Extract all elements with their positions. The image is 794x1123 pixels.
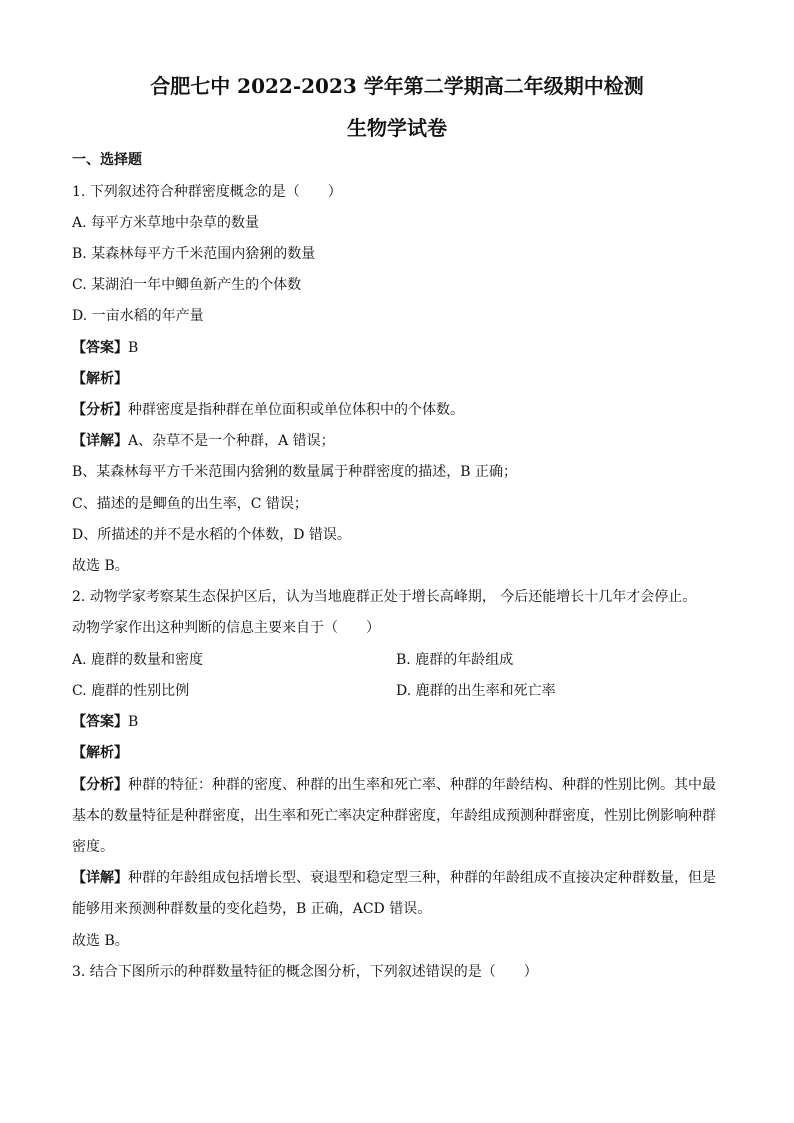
- q1-analysis-tag: 【解析】: [72, 371, 128, 387]
- xiangjie-text: 种群的年龄组成包括增长型、衰退型和稳定型三种，种群的年龄组成不直接决定种群数量，但是: [128, 870, 716, 886]
- answer-value: B: [128, 714, 139, 730]
- fenxi-tag: 【分析】: [72, 402, 128, 418]
- q1-xiangjie: [72, 431, 335, 451]
- q1-option-b: B. 某森林每平方千米范围内猞猁的数量: [72, 246, 316, 262]
- q2-analysis-tag: 【解析】: [72, 745, 128, 761]
- q1-xiangjie-c: C、描述的是鲫鱼的出生率，C 错误；: [72, 496, 308, 512]
- q2-stem-line2: 动物学家作出这种判断的信息主要来自于（ ）: [72, 620, 380, 636]
- q1-conclusion: 故选 B。: [72, 558, 129, 574]
- q2-stem-line1: 2. 动物学家考察某生态保护区后，认为当地鹿群正处于增长高峰期， 今后还能增长十几年才会停止。: [72, 589, 697, 605]
- q2-option-d: D. 鹿群的出生率和死亡率: [396, 683, 556, 699]
- q1-option-d: D. 一亩水稻的年产量: [72, 308, 204, 324]
- q1-stem: 1. 下列叙述符合种群密度概念的是（ ）: [72, 184, 342, 200]
- q2-fenxi-line2: 基本的数量特征是种群密度，出生率和死亡率决定种群密度，年龄组成预测种群密度，性别比例影响种群: [72, 808, 716, 824]
- xiangjie-text: A、杂草不是一个种群，A 错误；: [128, 433, 335, 449]
- page-title: 合肥七中 2022-2023 学年第二学期高二年级期中检测: [150, 74, 644, 98]
- q2-conclusion: 故选 B。: [72, 933, 129, 949]
- section-heading: 一、选择题: [72, 152, 142, 168]
- fenxi-text: 种群的特征：种群的密度、种群的出生率和死亡率、种群的年龄结构、种群的性别比例。其中最: [128, 777, 716, 793]
- page-subtitle: 生物学试卷: [347, 116, 447, 140]
- q1-option-a: A. 每平方米草地中杂草的数量: [72, 215, 260, 231]
- q2-answer: [72, 712, 138, 732]
- fenxi-text: 种群密度是指种群在单位面积或单位体积中的个体数。: [128, 402, 464, 418]
- q1-answer: [72, 338, 138, 358]
- q2-fenxi-line1: [72, 775, 716, 795]
- fenxi-tag: 【分析】: [72, 777, 128, 793]
- q2-option-a: A. 鹿群的数量和密度: [72, 652, 204, 668]
- q1-xiangjie-d: D、所描述的并不是水稻的个体数，D 错误。: [72, 527, 351, 543]
- xiangjie-tag: 【详解】: [72, 870, 128, 886]
- q2-option-b: B. 鹿群的年龄组成: [396, 652, 514, 668]
- q1-option-c: C. 某湖泊一年中鲫鱼新产生的个体数: [72, 277, 302, 293]
- q1-xiangjie-b: B、某森林每平方千米范围内猞猁的数量属于种群密度的描述，B 正确；: [72, 464, 518, 480]
- xiangjie-tag: 【详解】: [72, 433, 128, 449]
- q1-fenxi: [72, 400, 464, 420]
- q2-xiangjie-line1: [72, 868, 716, 888]
- answer-tag: 【答案】: [72, 714, 128, 730]
- q3-stem: 3. 结合下图所示的种群数量特征的概念图分析，下列叙述错误的是（ ）: [72, 964, 538, 980]
- answer-value: B: [128, 340, 139, 356]
- answer-tag: 【答案】: [72, 340, 128, 356]
- q2-option-c: C. 鹿群的性别比例: [72, 683, 190, 699]
- q2-xiangjie-line2: 能够用来预测种群数量的变化趋势，B 正确，ACD 错误。: [72, 901, 432, 917]
- q2-fenxi-line3: 密度。: [72, 839, 114, 855]
